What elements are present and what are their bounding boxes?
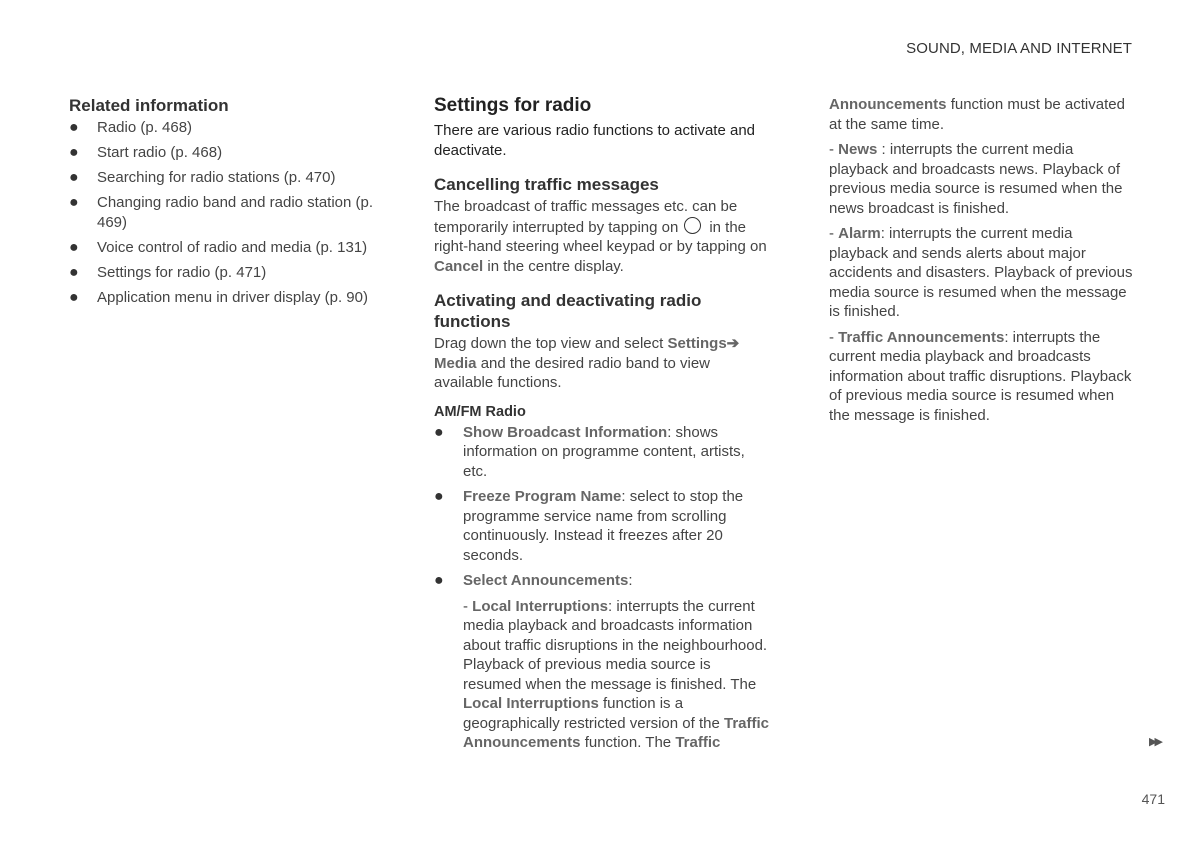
related-link-start-radio[interactable]: ● Start radio (p. 468)	[69, 144, 223, 161]
related-list	[69, 118, 384, 307]
related-link-app-menu[interactable]: ● Application menu in driver display (p. 90)	[69, 288, 368, 306]
related-link-searching[interactable]: ● Searching for radio stations (p. 470)	[69, 169, 336, 186]
related-information	[69, 95, 384, 313]
settings-for-radio	[434, 95, 769, 759]
bullet-icon: ●	[69, 288, 79, 306]
bullet-icon: ●	[434, 488, 444, 505]
amfm-list	[434, 423, 769, 753]
list-item: ● Show Broadcast Information: shows information on programme content, artists, etc.	[434, 423, 745, 480]
bullet-icon: ●	[434, 423, 444, 441]
continued-paragraph: Announcements function must be activated at the same time.	[829, 96, 1125, 133]
bullet-icon: ●	[69, 263, 79, 281]
continuation-column	[829, 95, 1135, 431]
bullet-icon: ●	[69, 194, 79, 211]
settings-label: Settings	[667, 335, 727, 352]
arrow-right-icon: ➔	[726, 335, 740, 352]
list-item: ● Freeze Program Name: select to stop the programme service name from scrolling continuously. Instead it freezes after 20 seconds.	[434, 488, 744, 564]
related-heading: Related information	[69, 96, 229, 115]
traffic-paragraph: - Traffic Announcements: interrupts the current media playback and broadcasts information about traffic disruptions. Playback of previous media source is resumed when the message is finished.	[829, 328, 1132, 424]
page-number: 471	[1141, 791, 1165, 807]
bullet-icon: ●	[434, 572, 444, 589]
related-link-changing-band[interactable]: ● Changing radio band and radio station (p. 469)	[69, 194, 374, 231]
list-item: ● Select Announcements: - Local Interruptions: interrupts the current media playback and broadcasts information about traffic disruptions in the neighbourhood. Playback of previous media source is resumed when the message is finished. The Local Interruptions function is a geographically restricted version of the Traffic Announcements function. The Traffic	[434, 572, 769, 751]
bullet-icon: ●	[69, 169, 79, 186]
cancel-label: Cancel	[434, 257, 484, 275]
related-link-voice-control[interactable]: ● Voice control of radio and media (p. 131)	[69, 238, 368, 256]
bullet-icon: ●	[69, 144, 79, 161]
section-title: SOUND, MEDIA AND INTERNET	[906, 40, 1132, 57]
continue-arrow-icon: ▶▶	[1149, 736, 1160, 748]
circle-button-icon	[684, 217, 701, 234]
activate-heading: Activating and deactivating radio functions	[434, 291, 702, 331]
related-link-settings[interactable]: ● Settings for radio (p. 471)	[69, 263, 267, 281]
media-label: Media	[434, 354, 477, 372]
cancel-heading: Cancelling traffic messages	[434, 175, 659, 194]
local-interruptions-paragraph: - Local Interruptions: interrupts the current media playback and broadcasts information about traffic disruptions in the neighbourhood. Playback of previous media source is resumed when the message is finished. The Local Interruptions function is a geographically restricted version of the Traffic Announcements function. The Traffic	[463, 597, 769, 751]
amfm-heading: AM/FM Radio	[434, 403, 526, 420]
news-paragraph: - News : interrupts the current media playback and broadcasts news. Playback of previous media source is resumed when the news broadcast is finished.	[829, 141, 1123, 217]
cancel-paragraph: The broadcast of traffic messages etc. can be temporarily interrupted by tapping on in the right-hand steering wheel keypad or by tapping on Cancel in the centre display.	[434, 198, 767, 275]
related-link-radio[interactable]: ● Radio (p. 468)	[69, 119, 193, 136]
intro-text: There are various radio functions to activate and deactivate.	[434, 122, 756, 159]
bullet-icon: ●	[69, 238, 79, 256]
page-title: Settings for radio	[434, 95, 592, 116]
alarm-paragraph: - Alarm: interrupts the current media playback and sends alerts about major accidents and disasters. Playback of previous media source is resumed when the message is finished.	[829, 225, 1133, 320]
bullet-icon: ●	[69, 119, 79, 136]
activate-paragraph: Drag down the top view and select Settings➔ Media and the desired radio band to view available functions.	[434, 335, 740, 391]
